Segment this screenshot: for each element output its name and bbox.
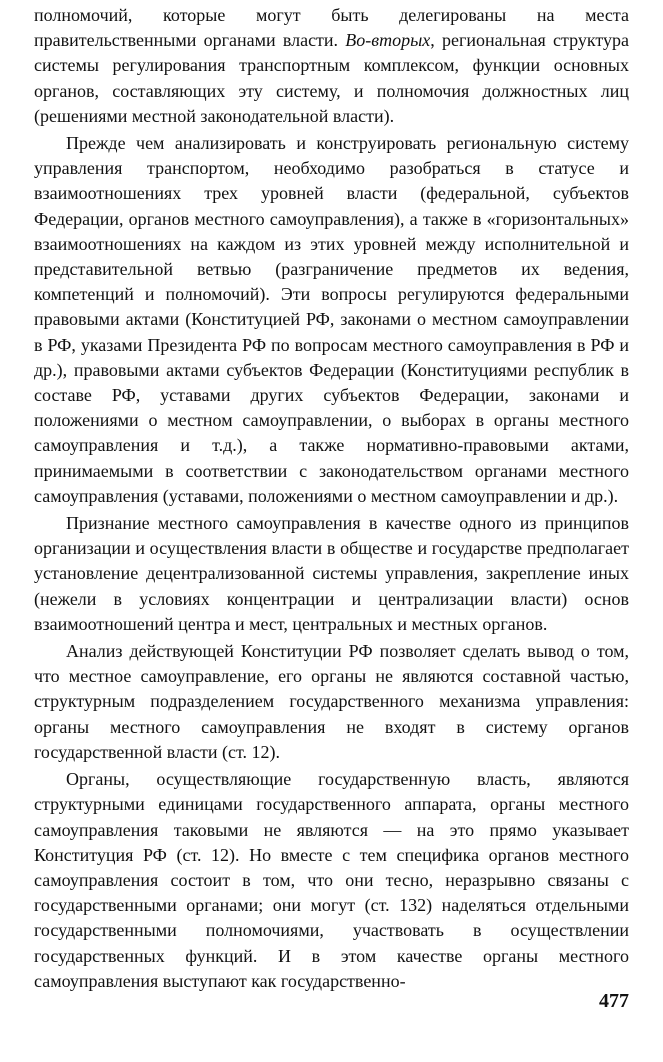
text-segment: Органы, осуществляющие государственную власть, являются структурными единицами государственного аппарата, органы местного самоуправления таковыми не являются — на это прямо указывает Конституция РФ (ст. 12). Но вместе с тем специфика органов местного самоуправления состоит в том, что они тесно, неразрывно связаны с государственными органами; они могут (ст. 132) наделяться отдельными государственными полномочиями, участвовать в осуществлении государственных функций. И в этом качестве органы местного самоуправления выступают как государственно- — [34, 769, 629, 991]
paragraph — [34, 131, 629, 509]
paragraph — [34, 639, 629, 765]
paragraph-continued — [34, 3, 629, 129]
text-segment: Признание местного самоуправления в качестве одного из принципов организации и осуществления власти в обществе и государстве предполагает установление децентрализованной системы управления, закрепление иных (нежели в условиях концентрации и централизации власти) основ взаимоотношений центра и мест, центральных и местных органов. — [34, 513, 629, 634]
page-number: 477 — [599, 990, 629, 1012]
paragraph — [34, 511, 629, 637]
text-segment: , региональная структура системы регулирования транспортным комплексом, функции основных органов, составляющих эту систему, и полномочия должностных лиц (решениями местной законодательной власти). — [34, 30, 629, 126]
text-segment: Анализ действующей Конституции РФ позволяет сделать вывод о том, что местное самоуправление, его органы не являются составной частью, структурным подразделением государственного механизма управления: органы местного самоуправления не входят в систему органов государственной власти (ст. 12). — [34, 641, 629, 762]
text-segment: Прежде чем анализировать и конструировать региональную систему управления транспортом, необходимо разобраться в статусе и взаимоотношениях трех уровней власти (федеральной, субъектов Федерации, органов местного самоуправления), а также в «горизонтальных» взаимоотношениях на каждом из этих уровней между исполнительной и представительной ветвью (разграничение предметов их ведения, компетенций и полномочий). Эти вопросы регулируются федеральными правовыми актами (Конституцией РФ, законами о местном самоуправлении в РФ, указами Президента РФ по вопросам местного самоуправления в РФ и др.), правовыми актами субъектов Федерации (Конституциями республик в составе РФ, уставами других субъектов Федерации, законами и положениями о местном самоуправлении, о выборах в органы местного самоуправления и т.д.), а также нормативно-правовыми актами, принимаемыми в соответствии с законодательством органами местного самоуправления (уставами, положениями о местном самоуправлении и др.). — [34, 133, 629, 506]
emphasis-vo-vtoryh: Во-вторых — [345, 30, 431, 51]
text-segment: полномочий, которые могут быть делегированы на места правительственными органами власти. — [34, 5, 629, 51]
body-text — [34, 3, 629, 994]
paragraph — [34, 767, 629, 994]
